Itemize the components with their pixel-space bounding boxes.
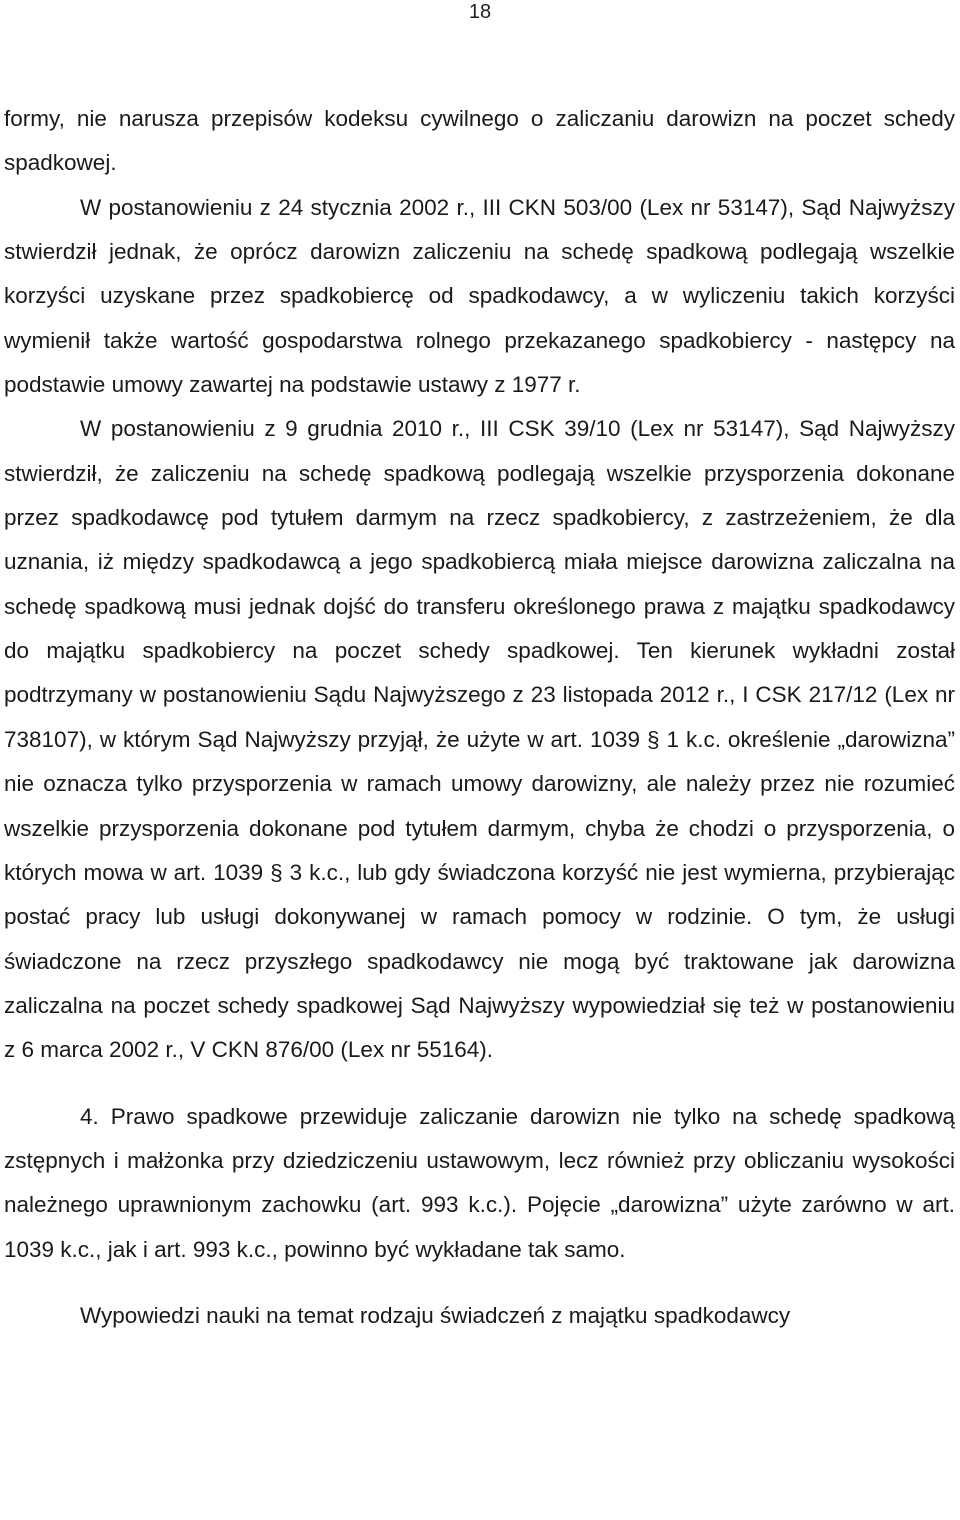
paragraph-2: W postanowieniu z 24 stycznia 2002 r., III CKN 503/00 (Lex nr 53147), Sąd Najwyższy stwierdził jednak, że oprócz darowizn zaliczeniu na schedę spadkową podlegają wszelkie korzyści uzyskane przez spadkobiercę od spadkodawcy, a w wyliczeniu takich korzyści wymienił także wartość gospodarstwa rolnego przekazanego spadkobiercy - następcy na podstawie umowy zawartej na podstawie ustawy z 1977 r. bbox=[4, 194, 955, 398]
paragraph-3: W postanowieniu z 9 grudnia 2010 r., III CSK 39/10 (Lex nr 53147), Sąd Najwyższy stwierdził, że zaliczeniu na schedę spadkową podlegają wszelkie przysporzenia dokonane przez spadkodawcę pod tytułem darmym na rzecz spadkobiercy, z zastrzeżeniem, że dla uznania, iż między spadkodawcą a jego spadkobiercą miała miejsce darowizna zaliczalna na schedę spadkową musi jednak dojść do transferu określonego prawa z majątku spadkodawcy do majątku spadkobiercy na poczet schedy spadkowej. Ten kierunek wykładni został podtrzymany w postanowieniu Sądu Najwyższego z 23 listopada 2012 r., I CSK 217/12 (Lex nr 738107), w którym Sąd Najwyższy przyjął, że użyte w art. 1039 § 1 k.c. określenie „darowizna” nie oznacza tylko przysporzenia w ramach umowy darowizny, ale należy przez nie rozumieć wszelkie przysporzenia dokonane pod tytułem darmym, chyba że chodzi o przysporzenia, o których mowa w art. 1039 § 3 k.c., lub gdy świadczona korzyść nie jest wymierna, przybierając postać pracy lub usługi dokonywanej w ramach pomocy w rodzinie. O tym, że usługi świadczone na rzecz przyszłego spadkodawcy nie mogą być traktowane jak darowizna zaliczalna na poczet schedy spadkowej Sąd Najwyższy wypowiedział się też w postanowieniu z 6 marca 2002 r., V CKN 876/00 (Lex nr 55164). bbox=[4, 416, 955, 1063]
page-number: 18 bbox=[468, 1, 492, 23]
document-body bbox=[4, 97, 955, 1338]
paragraph-4: 4. Prawo spadkowe przewiduje zaliczanie darowizn nie tylko na schedę spadkową zstępnych i małżonka przy dziedziczeniu ustawowym, lecz również przy obliczaniu wysokości należnego uprawnionym zachowku (art. 993 k.c.). Pojęcie „darowizna” użyte zarówno w art. 1039 k.c., jak i art. 993 k.c., powinno być wykładane tak samo. bbox=[4, 1103, 955, 1262]
paragraph-1: formy, nie narusza przepisów kodeksu cywilnego o zaliczaniu darowizn na poczet schedy spadkowej. bbox=[4, 106, 955, 176]
paragraph-5: Wypowiedzi nauki na temat rodzaju świadczeń z majątku spadkodawcy bbox=[80, 1302, 791, 1328]
